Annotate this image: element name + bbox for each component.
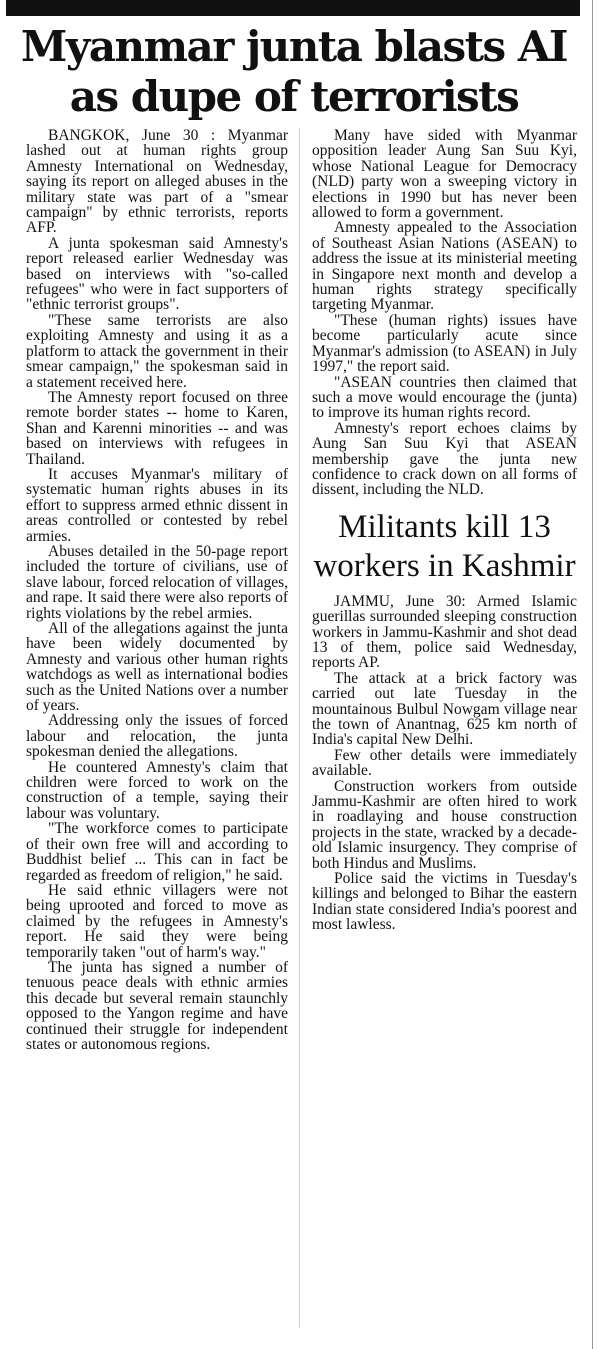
column-divider bbox=[299, 128, 300, 1328]
brief-paragraph: The attack at a brick factory was carried out late Tuesday in the mountainous Bulbul Nowgam village near the town of Anantnag, 625 km north of India's capital New Delhi. bbox=[312, 669, 577, 749]
brief-paragraph: Police said the victims in Tuesday's killings and belonged to Bihar the eastern Indian state considered India's poorest and most lawless. bbox=[312, 870, 577, 934]
article-paragraph: He said ethnic villagers were not being uprooted and forced to move as claimed by the refugees in Amnesty's report. He said they were being temporarily taken "out of harm's way." bbox=[26, 881, 288, 961]
article-column-left bbox=[26, 128, 288, 1052]
article-paragraph: BANGKOK, June 30 : Myanmar lashed out at human rights group Amnesty International on Wednesday, saying its report on alleged abuses in the military state was part of a "smear campaign" by ethnic terrorists, reports AFP. bbox=[26, 127, 288, 237]
article-column-right bbox=[312, 128, 577, 933]
brief-paragraph: Construction workers from outside Jammu-Kashmir are often hired to work in roadlaying and house construction projects in the state, wracked by a decade-old Islamic insurgency. They comprise of both Hindus and Muslims. bbox=[312, 777, 577, 872]
headline: Myanmar junta blasts AI as dupe of terrorists bbox=[20, 22, 568, 121]
article-paragraph: Amnesty appealed to the Association of Southeast Asian Nations (ASEAN) to address the issue at its ministerial meeting in Singapore next month and develop a human rights strategy specifically targeting Myanmar. bbox=[312, 219, 577, 314]
page-edge bbox=[592, 0, 593, 1349]
article-paragraph: Amnesty's report echoes claims by Aung San Suu Kyi that ASEAN membership gave the junta new confidence to crack down on all forms of dissent, including the NLD. bbox=[312, 419, 577, 499]
brief-paragraph: JAMMU, June 30: Armed Islamic guerillas surrounded sleeping construction workers in Jammu-Kashmir and shot dead 13 of them, police said Wednesday, reports AP. bbox=[312, 592, 577, 672]
brief-headline: Militants kill 13 workers in Kashmir bbox=[313, 508, 576, 584]
article-paragraph: Abuses detailed in the 50-page report included the torture of civilians, use of slave labour, forced relocation of villages, and rape. It said there were also reports of rights violations by the rebel armies. bbox=[26, 542, 288, 622]
brief-paragraph: Few other details were immediately available. bbox=[312, 746, 577, 780]
article-paragraph: "The workforce comes to participate of their own free will and according to Buddhist belief ... This can in fact be regarded as freedom of religion," he said. bbox=[26, 820, 288, 884]
article-paragraph: The junta has signed a number of tenuous peace deals with ethnic armies this decade but several remain staunchly opposed to the Yangon regime and have continued their struggle for independent states or autonomous regions. bbox=[26, 958, 288, 1053]
article-paragraph: Many have sided with Myanmar opposition leader Aung San Suu Kyi, whose National League for Democracy (NLD) party won a sweeping victory in elections in 1990 but has never been allowed to form a government. bbox=[312, 127, 577, 222]
article-paragraph: It accuses Myanmar's military of systematic human rights abuses in its effort to suppress armed ethnic dissent in areas controlled or contested by rebel armies. bbox=[26, 465, 288, 545]
article-paragraph: Addressing only the issues of forced labour and relocation, the junta spokesman denied the allegations. bbox=[26, 712, 288, 761]
article-paragraph: "These same terrorists are also exploiting Amnesty and using it as a platform to attack the government in their smear campaign," the spokesman said in a statement received here. bbox=[26, 311, 288, 391]
article-paragraph: All of the allegations against the junta have been widely documented by Amnesty and various other human rights watchdogs as well as international bodies such as the United Nations over a number of years. bbox=[26, 620, 288, 715]
article-paragraph: A junta spokesman said Amnesty's report released earlier Wednesday was based on interviews with "so-called refugees" who were in fact supporters of "ethnic terrorist groups". bbox=[26, 234, 288, 314]
article-paragraph: "ASEAN countries then claimed that such a move would encourage the (junta) to improve its human rights record. bbox=[312, 373, 577, 422]
top-rule bbox=[6, 0, 580, 16]
article-paragraph: The Amnesty report focused on three remote border states -- home to Karen, Shan and Karenni minorities -- and was based on interviews with refugees in Thailand. bbox=[26, 388, 288, 468]
article-paragraph: "These (human rights) issues have become particularly acute since Myanmar's admission (to ASEAN) in July 1997," the report said. bbox=[312, 311, 577, 376]
article-paragraph: He countered Amnesty's claim that children were forced to work on the construction of a temple, saying their labour was voluntary. bbox=[26, 758, 288, 822]
